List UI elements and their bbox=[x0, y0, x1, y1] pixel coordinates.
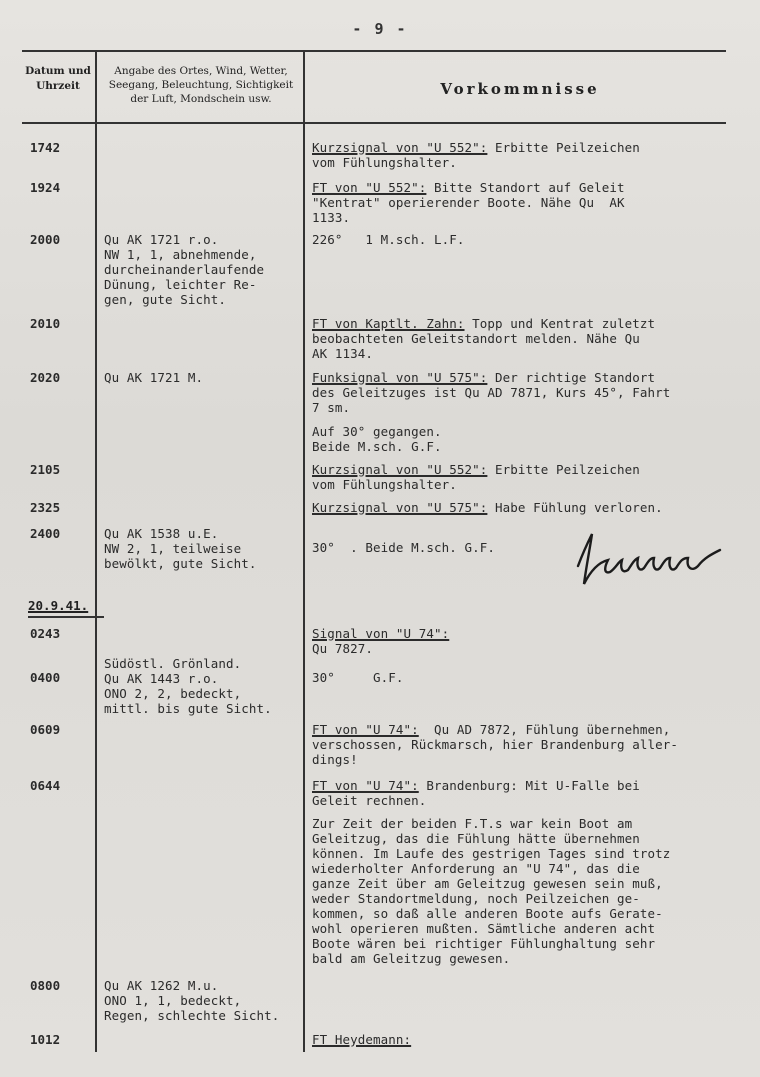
entry-event bbox=[312, 462, 640, 492]
entry-position: Qu AK 1538 u.E. NW 2, 1, teilweise bewölkt, gute Sicht. bbox=[104, 526, 257, 571]
event-text: Habe Fühlung verloren. bbox=[487, 500, 663, 515]
entry-event bbox=[312, 180, 625, 225]
entry-time: 0243 bbox=[30, 626, 61, 641]
entry-event bbox=[312, 1032, 411, 1047]
entry-event bbox=[312, 370, 670, 415]
event-text: Erbitte Peilzeichen vom Fühlungshalter. bbox=[312, 462, 640, 492]
entry-event bbox=[312, 316, 655, 361]
event-heading: Kurzsignal von "U 552": bbox=[312, 462, 488, 477]
entry-event bbox=[312, 500, 663, 515]
event-heading: FT von "U 552": bbox=[312, 180, 427, 195]
event-text: Erbitte Peilzeichen vom Fühlungshalter. bbox=[312, 140, 640, 170]
entry-position: Qu AK 1262 M.u. ONO 1, 1, bedeckt, Regen, schlechte Sicht. bbox=[104, 978, 280, 1023]
event-text: 226° 1 M.sch. L.F. bbox=[312, 232, 465, 247]
top-rule bbox=[22, 50, 726, 52]
event-heading: FT Heydemann: bbox=[312, 1032, 412, 1047]
event-heading: Kurzsignal von "U 552": bbox=[312, 140, 488, 155]
event-heading: Signal von "U 74": bbox=[312, 626, 450, 641]
entry-event bbox=[312, 540, 495, 555]
entry-position: Südöstl. Grönland. Qu AK 1443 r.o. ONO 2, 2, bedeckt, mittl. bis gute Sicht. bbox=[104, 656, 272, 716]
event-text: Bitte Standort auf Geleit "Kentrat" operierender Boote. Nähe Qu AK 1133. bbox=[312, 180, 625, 225]
header-vorkommnisse: Vorkommnisse bbox=[440, 80, 600, 98]
entry-time: 2105 bbox=[30, 462, 61, 477]
entry-event bbox=[312, 670, 404, 685]
entry-time: 2010 bbox=[30, 316, 61, 331]
entry-event-note: Zur Zeit der beiden F.T.s war kein Boot am Geleitzug, das die Fühlung hätte übernehmen können. Im Laufe des gestrigen Tages sind trotz wiederholter Anforderung an "U 74", das die ganze Zeit über am Geleitzug gewesen sein muß, weder Standortmeldung, noch Peilzeichen ge- kommen, so daß alle anderen Boote aufs Gerate- wohl operieren mußten. Sämtliche anderen acht Boote wären bei richtiger Fühlunghaltung sehr bald am Geleitzug gewesen. bbox=[312, 816, 671, 966]
entry-time: 0644 bbox=[30, 778, 61, 793]
entry-time: 2400 bbox=[30, 526, 61, 541]
entry-event-note: Auf 30° gegangen. Beide M.sch. G.F. bbox=[312, 424, 442, 454]
header-datum: Datum und Uhrzeit bbox=[25, 65, 91, 92]
event-text: Qu AD 7872, Fühlung übernehmen, verschossen, Rückmarsch, hier Brandenburg aller- dings! bbox=[312, 722, 679, 767]
event-heading: Funksignal von "U 575": bbox=[312, 370, 488, 385]
page-number: - 9 - bbox=[352, 20, 408, 38]
entry-time: 1924 bbox=[30, 180, 61, 195]
entry-time: 2325 bbox=[30, 500, 61, 515]
entry-position: Qu AK 1721 r.o. NW 1, 1, abnehmende, durcheinanderlaufende Dünung, leichter Re- gen, gute Sicht. bbox=[104, 232, 265, 307]
col-divider-2 bbox=[303, 52, 305, 1052]
entry-time: 2000 bbox=[30, 232, 61, 247]
event-heading: Kurzsignal von "U 575": bbox=[312, 500, 488, 515]
date-marker-text: 20.9.41. bbox=[28, 598, 89, 613]
entry-time: 1742 bbox=[30, 140, 61, 155]
entry-event bbox=[312, 140, 640, 170]
entry-time: 1012 bbox=[30, 1032, 61, 1047]
header-rule bbox=[22, 122, 726, 124]
event-heading: FT von "U 74": bbox=[312, 722, 419, 737]
entry-time: 0400 bbox=[30, 670, 61, 685]
date-underline bbox=[28, 616, 104, 618]
entry-event bbox=[312, 722, 678, 767]
entry-event bbox=[312, 232, 465, 247]
entry-time: 0800 bbox=[30, 978, 61, 993]
entry-event bbox=[312, 778, 640, 808]
col-divider-1 bbox=[95, 52, 97, 1052]
event-text: Der richtige Standort des Geleitzuges ist Qu AD 7871, Kurs 45°, Fahrt 7 sm. bbox=[312, 370, 671, 415]
event-text: Brandenburg: Mit U-Falle bei Geleit rechnen. bbox=[312, 778, 640, 808]
entry-time: 2020 bbox=[30, 370, 61, 385]
entry-event bbox=[312, 626, 449, 656]
entry-time: 0609 bbox=[30, 722, 61, 737]
event-text: 30° G.F. bbox=[312, 670, 404, 685]
event-text: 30° . Beide M.sch. G.F. bbox=[312, 540, 496, 555]
event-heading: FT von "U 74": bbox=[312, 778, 419, 793]
event-heading: FT von Kaptlt. Zahn: bbox=[312, 316, 465, 331]
date-marker bbox=[28, 598, 88, 613]
entry-position: Qu AK 1721 M. bbox=[104, 370, 204, 385]
header-ort: Angabe des Ortes, Wind, Wetter, Seegang, Beleuchtung, Sichtigkeit der Luft, Mondschein usw. bbox=[108, 65, 294, 105]
signature-icon bbox=[570, 528, 740, 592]
event-text: Qu 7827. bbox=[312, 641, 374, 656]
event-text: Topp und Kentrat zuletzt beobachteten Geleitstandort melden. Nähe Qu AK 1134. bbox=[312, 316, 656, 361]
